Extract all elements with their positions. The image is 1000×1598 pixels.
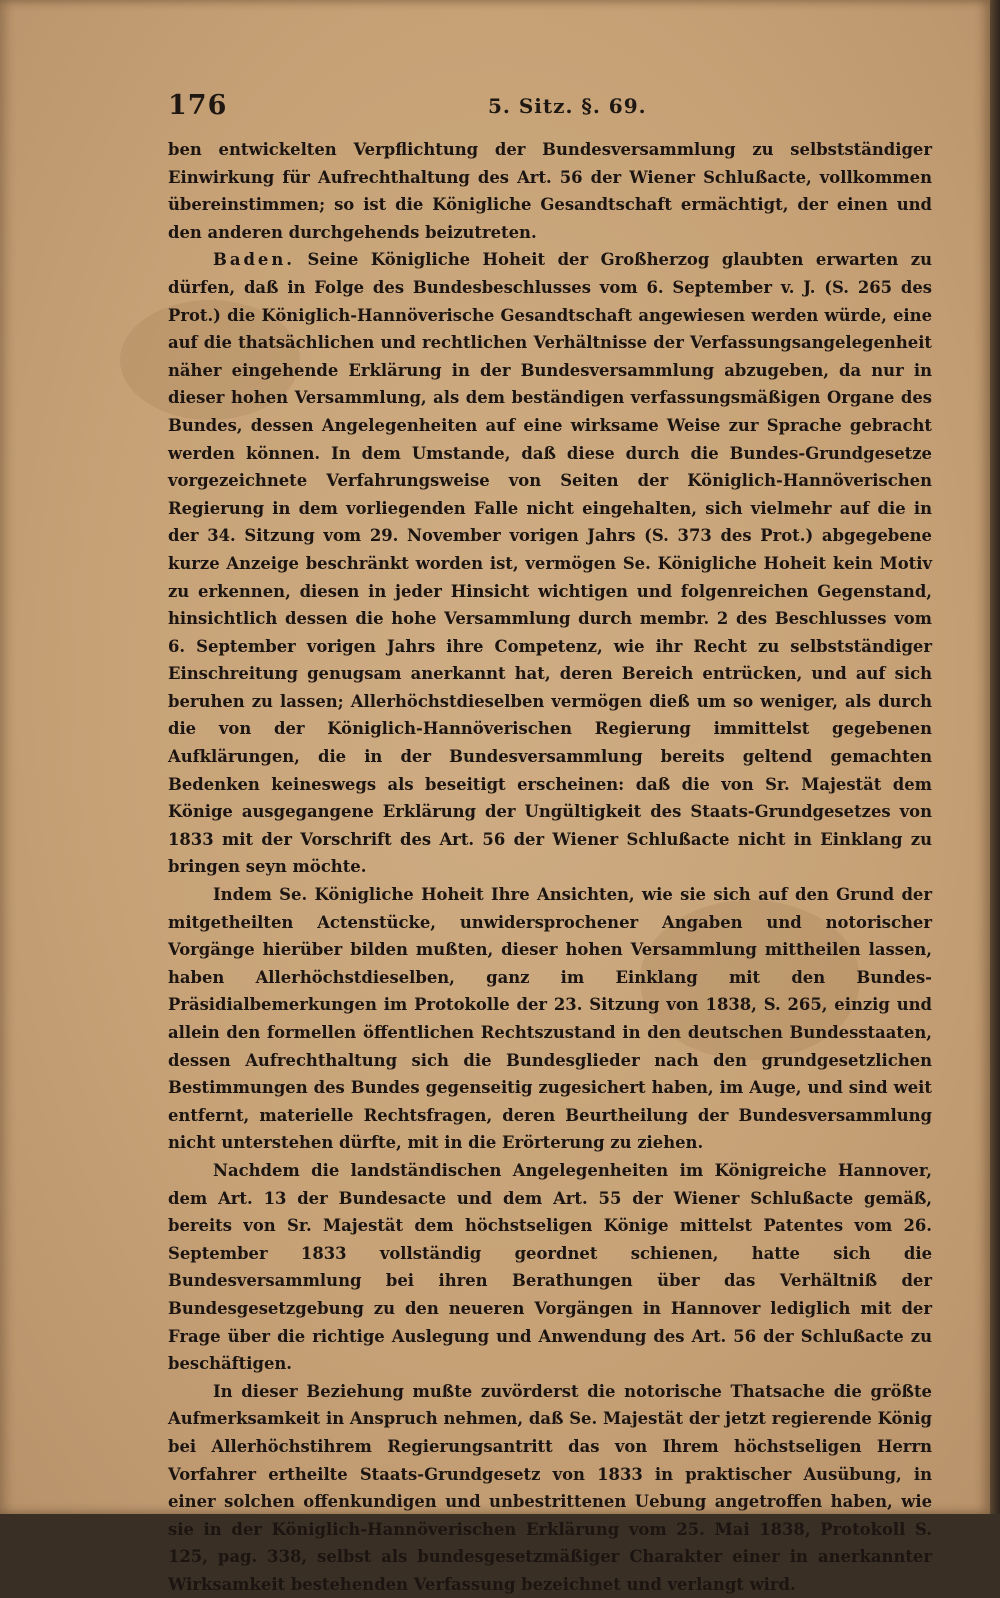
body-text [168, 136, 932, 1598]
paragraph-1 [168, 136, 932, 246]
paragraph-text: Indem Se. Königliche Hoheit Ihre Ansichten, wie sie sich auf den Grund der mitgetheilten Actenstücke, unwidersprochener Angaben und notorischer Vorgänge hierüber bilden mußten, dieser hohen Versammlung mittheilen lassen, haben Allerhöchstdieselben, ganz im Einklang mit den Bundes-Präsidialbemerkungen im Protokolle der 23. Sitzung von 1838, S. 265, einzig und allein den formellen öffentlichen Rechtszustand in den deutschen Bundesstaaten, dessen Aufrechthaltung sich die Bundesglieder nach den grundgesetzlichen Bestimmungen des Bundes gegenseitig zugesichert haben, im Auge, und sind weit entfernt, materielle Rechtsfragen, deren Beurtheilung der Bundesversammlung nicht unterstehen dürfte, mit in die Erörterung zu ziehen. [168, 885, 932, 1153]
paragraph-4 [168, 1157, 932, 1378]
running-head: 5. Sitz. §. 69. [488, 94, 647, 118]
paragraph-5 [168, 1378, 932, 1598]
book-edge [990, 0, 1000, 1514]
paragraph-text: Nachdem die landständischen Angelegenheiten im Königreiche Hannover, dem Art. 13 der Bundesacte und dem Art. 55 der Wiener Schlußacte gemäß, bereits von Sr. Majestät dem höchstseligen Könige mittelst Patentes vom 26. September 1833 vollständig geordnet schienen, hatte sich die Bundesversammlung bei ihren Berathungen über das Verhältniß der Bundesgesetzgebung zu den neueren Vorgängen in Hannover lediglich mit der Frage über die richtige Auslegung und Anwendung des Art. 56 der Schlußacte zu beschäftigen. [168, 1160, 932, 1374]
page-header [168, 90, 932, 130]
paragraph-text: ben entwickelten Verpflichtung der Bundesversammlung zu selbstständiger Einwirkung für Aufrechthaltung des Art. 56 der Wiener Schlußacte, vollkommen übereinstimmen; so ist die Königliche Gesandtschaft ermächtigt, der einen und den anderen durchgehends beizutreten. [168, 140, 932, 242]
paragraph-2 [168, 246, 932, 881]
page-number: 176 [168, 90, 228, 121]
paragraph-text: Seine Königliche Hoheit der Großherzog glaubten erwarten zu dürfen, daß in Folge des Bundesbeschlusses vom 6. September v. J. (S. 265 des Prot.) die Königlich-Hannöverische Gesandtschaft angewiesen werden würde, eine auf die thatsächlichen und rechtlichen Verhältnisse der Verfassungsangelegenheit näher eingehende Erklärung in der Bundesversammlung abzugeben, da nur in dieser hohen Versammlung, als dem beständigen verfassungsmäßigen Organe des Bundes, dessen Angelegenheiten auf eine wirksame Weise zur Sprache gebracht werden können. In dem Umstande, daß diese durch die Bundes-Grundgesetze vorgezeichnete Verfahrungsweise von Seiten der Königlich-Hannöverischen Regierung in dem vorliegenden Falle nicht eingehalten, sich vielmehr auf die in der 34. Sitzung vom 29. November vorigen Jahrs (S. 373 des Prot.) abgegebene kurze Anzeige beschränkt worden ist, vermögen Se. Königliche Hoheit kein Motiv zu erkennen, diesen in jeder Hinsicht wichtigen und folgenreichen Gegenstand, hinsichtlich dessen die hohe Versammlung durch membr. 2 des Beschlusses vom 6. September vorigen Jahrs ihre Competenz, wie ihr Recht zu selbstständiger Einschreitung genugsam anerkannt hat, deren Bereich entrücken, und auf sich beruhen zu lassen; Allerhöchstdieselben vermögen dieß um so weniger, als durch die von der Königlich-Hannöverischen Regierung immittelst gegebenen Aufklärungen, die in der Bundesversammlung bereits geltend gemachten Bedenken keineswegs als beseitigt erscheinen: daß die von Sr. Majestät dem Könige ausgegangene Erklärung der Ungültigkeit des Staats-Grundgesetzes von 1833 mit der Vorschrift des Art. 56 der Wiener Schlußacte nicht in Einklang zu bringen seyn möchte. [168, 250, 932, 877]
state-name-baden: Baden. [213, 250, 295, 270]
paragraph-3 [168, 881, 932, 1157]
paragraph-text: In dieser Beziehung mußte zuvörderst die notorische Thatsache die größte Aufmerksamkeit in Anspruch nehmen, daß Se. Majestät der jetzt regierende König bei Allerhöchstihrem Regierungsantritt das von Ihrem höchstseligen Herrn Vorfahrer ertheilte Staats-Grundgesetz von 1833 in praktischer Ausübung, in einer solchen offenkundigen und unbestrittenen Uebung angetroffen haben, wie sie in der Königlich-Hannöverischen Erklärung vom 25. Mai 1838, Protokoll S. 125, pag. 338, selbst als bundesgesetzmäßiger Charakter einer in anerkannter Wirksamkeit bestehenden Verfassung bezeichnet und verlangt wird. [168, 1381, 932, 1594]
